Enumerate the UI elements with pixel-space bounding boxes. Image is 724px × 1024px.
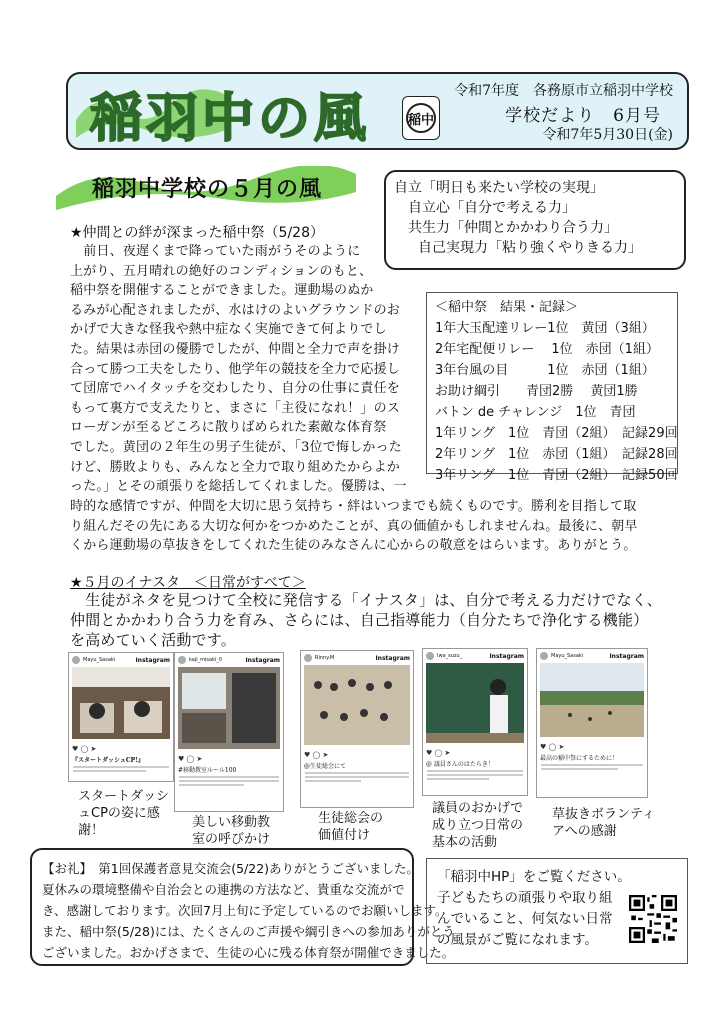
text-line: 【お礼】 第1回保護者意見交流会(5/22)ありがとうございました。: [42, 861, 420, 876]
text-line: 稲中祭を開催することができました。運動場のぬか: [70, 283, 374, 299]
caption-line: 議員のおかげで: [432, 801, 524, 816]
text-line: もって裏方で支えたりと、まさに「主役になれ！」のス: [70, 400, 401, 416]
homepage-notice-box: [426, 858, 688, 964]
caption-line: 生徒総会の: [318, 811, 384, 826]
text-line: き、感謝しております。次回7月上旬に予定しているのでお願いします。: [42, 903, 448, 918]
avatar: [540, 652, 548, 660]
text-line: 前日、夜遅くまで降っていた雨がうそのように: [70, 244, 361, 259]
post-username: Iwa_suzu_: [437, 653, 463, 659]
post-username: Mayu_Sasaki: [83, 657, 116, 663]
post-caption: [318, 810, 383, 844]
text-line: くから運動場の草抜きをしてくれた生徒のみなさんに心からの敬意をはらいます。ありがとう。: [70, 538, 637, 554]
masthead-box: [66, 72, 689, 150]
seal-text: 稲中: [406, 103, 436, 133]
post-action-icons: ♥ ◯ ➤: [304, 751, 329, 759]
hallway-photo: [178, 667, 280, 749]
caption-line: 美しい移動教: [192, 815, 271, 830]
avatar: [304, 654, 312, 662]
text-line: 時的な感情ですが、仲間を大切に思う気持ち・絆はいつまでも続くものです。勝利を目指して取: [70, 499, 637, 514]
post-action-icons: ♥ ◯ ➤: [72, 745, 97, 753]
instagram-post-card: [300, 650, 414, 808]
gym-assembly-photo: [304, 665, 410, 745]
post-action-icons: ♥ ◯ ➤: [540, 743, 565, 751]
festival-results-box: [426, 292, 678, 483]
article-festival-body-narrow: [70, 242, 407, 497]
goal-item: 共生力「仲間とかかわり合う力」: [408, 220, 618, 236]
post-username: Mayu_Sasaki: [551, 653, 584, 659]
text-line: ローガンが至るどころに散りばめられた素敵な体育祭: [70, 420, 387, 436]
avatar: [426, 652, 434, 660]
goal-item: 自立心「自分で考える力」: [408, 200, 576, 216]
school-name: 令和7年度 各務原市立稲羽中学校: [454, 83, 673, 99]
text-line: り組んだその先にある大切な何かをつかめたことが、真の価値かもしれませんね。最後に、朝早: [70, 518, 638, 534]
results-row: 2年リング 1位 赤団（1組） 記録28回: [435, 447, 678, 462]
post-text: #移動教室ルール100: [178, 767, 237, 774]
text-line: 子どもたちの頑張りや取り組: [437, 890, 613, 906]
section-title: 稲羽中学校の５月の風: [92, 177, 323, 202]
article-festival-body-wide: [70, 497, 638, 556]
text-line: 仲間とかかわり合う力を育み、さらには、自己指導能力（自分たちで浄化する機能）: [70, 611, 649, 629]
caption-line: 室の呼びかけ: [192, 832, 271, 847]
instagram-logo: Instagram: [375, 654, 410, 662]
text-line: た。結果は赤団の優勝でしたが、仲間と全力で声を掛け: [70, 341, 401, 357]
post-text: @ 議員さんのはたらき！: [426, 761, 494, 768]
text-line: また、稲中祭(5/28)には、たくさんのご声援や綱引きへの参加ありがとう: [42, 924, 455, 939]
avatar: [72, 656, 80, 664]
qr-code-icon[interactable]: [629, 895, 677, 943]
caption-line: 価値付け: [318, 828, 371, 843]
classroom-photo: [72, 667, 170, 739]
instagram-post-card: [536, 648, 648, 798]
text-line: を高めていく活動です。: [70, 631, 237, 649]
text-line: て団席でハイタッチを交わしたり、自分の仕事に責任を: [70, 381, 401, 397]
text-line: けど、勝敗よりも、みんなと全力で取り組めたからよか: [70, 459, 401, 475]
blackboard-photo: [426, 663, 524, 743]
text-line: 「稲羽中HP」をご覧ください。: [437, 869, 631, 885]
text-line: でした。黄団の２年生の男子生徒が、「3位で悔しかった: [70, 439, 402, 455]
caption-line: 草抜きボランティ: [552, 807, 655, 822]
post-text: 最高の稲中祭にするために！: [540, 755, 619, 762]
text-line: った。」とその頑張りを総括してくれました。優勝は、一: [70, 479, 407, 495]
article-inasta-heading: ★５月のイナスタ ＜日常がすべて＞: [70, 575, 306, 591]
text-line: るみが心配されましたが、水はけのよいグラウンドのお: [70, 302, 401, 318]
caption-line: スタートダッシ: [78, 789, 170, 804]
school-goals-box: [384, 170, 686, 270]
goal-item: 自己実現力「粘り強くやりきる力」: [418, 240, 642, 256]
thanks-notice-box: [30, 848, 455, 966]
post-username: kaji_misaki_0: [189, 657, 223, 663]
post-caption: [552, 806, 655, 840]
instagram-logo: Instagram: [245, 656, 280, 664]
post-text: 『スタートダッシュCP!』: [72, 757, 144, 764]
instagram-logo: Instagram: [135, 656, 170, 664]
schoolyard-photo: [540, 663, 644, 737]
post-caption: [78, 788, 169, 839]
text-line: 夏休みの環境整備や自治会との連携の方法など、貴重な交流がで: [42, 882, 405, 897]
instagram-logo: Instagram: [489, 652, 524, 660]
caption-line: アへの感謝: [552, 824, 617, 839]
text-line: 合って勝つ工夫をしたり、他学年の競技を全力で応援し: [70, 361, 401, 377]
post-username: Rinny.M: [315, 655, 335, 661]
results-row: 3年台風の目 1位 赤団（1組）: [435, 363, 655, 378]
post-text: @生徒総会にて: [304, 763, 347, 770]
results-row: お助け綱引 青団2勝 黄団1勝: [435, 384, 638, 399]
instagram-post-card: [174, 652, 284, 812]
results-row: 2年宅配便リレー 1位 赤団（1組）: [435, 342, 659, 357]
post-caption: [432, 800, 523, 851]
results-row: バトン de チャレンジ 1位 青団: [435, 405, 636, 420]
instagram-post-card: [68, 652, 174, 782]
text-line: 上がり、五月晴れの絶好のコンディションのもと、: [70, 263, 373, 279]
issue-date: 令和7年5月30日(金): [542, 127, 673, 143]
post-caption: [192, 814, 270, 848]
goal-main: 自立「明日も来たい学校の実現」: [394, 180, 604, 196]
article-inasta-body: [70, 590, 662, 650]
instagram-post-card: [422, 648, 528, 796]
article-festival-heading: ★仲間との絆が深まった稲中祭（5/28）: [70, 225, 324, 241]
school-seal-icon: [402, 96, 440, 140]
text-line: 生徒がネタを見つけて全校に発信する「イナスタ」は、自分で考える力だけでなく、: [70, 591, 662, 609]
results-row: 3年リング 1位 青団（2組） 記録50回: [435, 468, 678, 483]
text-line: の風景がご覧になれます。: [437, 932, 598, 948]
caption-line: 成り立つ日常の: [432, 818, 524, 833]
results-row: 1年大玉配達リレー1位 黄団（3組）: [435, 321, 655, 336]
results-title: ＜稲中祭 結果・記録＞: [435, 300, 579, 315]
post-action-icons: ♥ ◯ ➤: [426, 749, 451, 757]
masthead-title: 稲羽中の風: [90, 89, 371, 149]
text-line: ございました。おかげさまで、生徒の心に残る体育祭が開催できました。: [42, 945, 455, 960]
issue-label: 学校だより 6月号: [505, 106, 661, 126]
caption-line: 基本の活動: [432, 835, 498, 850]
post-action-icons: ♥ ◯ ➤: [178, 755, 203, 763]
avatar: [178, 656, 186, 664]
results-row: 1年リング 1位 青団（2組） 記録29回: [435, 426, 678, 441]
caption-line: 謝！: [78, 823, 105, 838]
text-line: かげで大きな怪我や熱中症なく実施できて何よりでし: [70, 322, 387, 338]
caption-line: ュCPの姿に感: [78, 806, 160, 821]
instagram-logo: Instagram: [609, 652, 644, 660]
text-line: んでいること、何気ない日常: [437, 911, 613, 927]
